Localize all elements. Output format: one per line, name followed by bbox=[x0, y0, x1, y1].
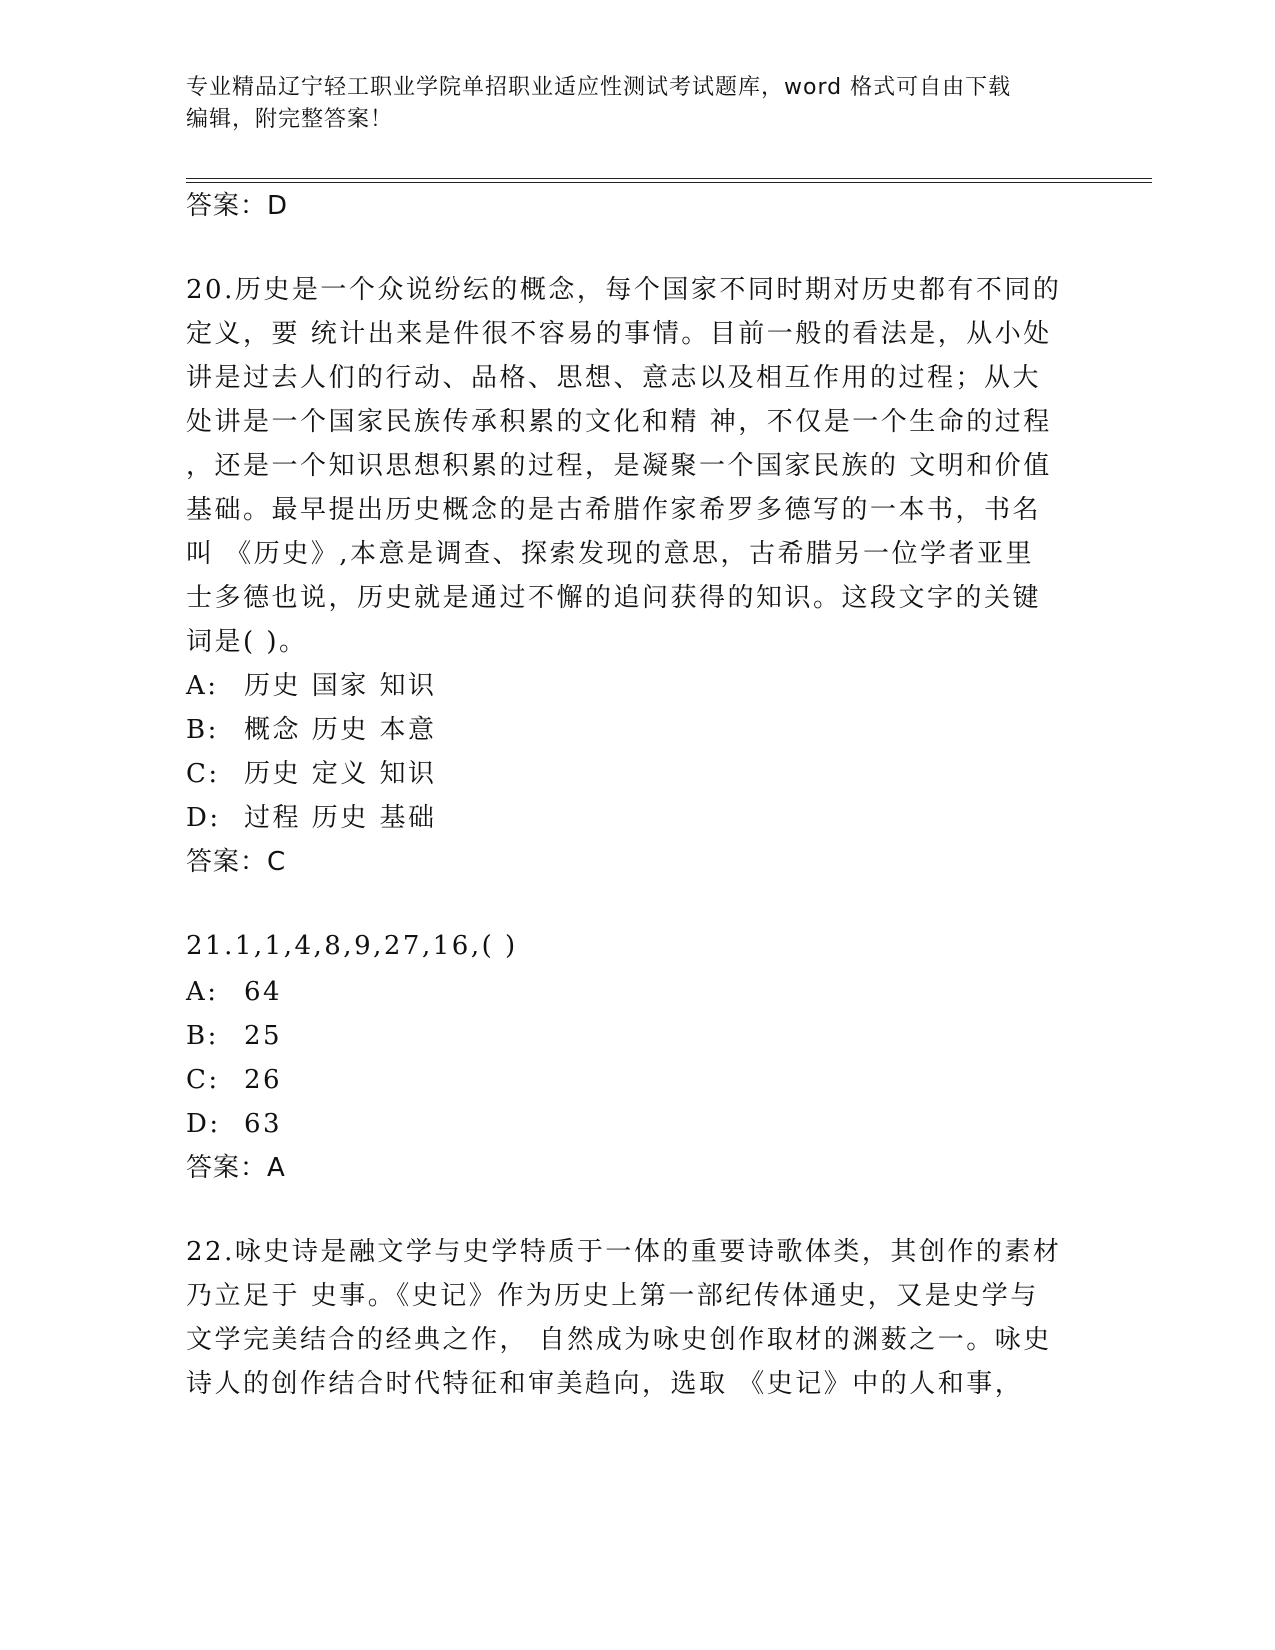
question-20-line: 词是( )。 bbox=[186, 627, 308, 657]
question-22-line: 22.咏史诗是融文学与史学特质于一体的重要诗歌体类，其创作的素材 bbox=[186, 1237, 1062, 1267]
question-21-option-a bbox=[186, 970, 1086, 1015]
question-20-line: 叫 《历史》,本意是调查、探索发现的意思，古希腊另一位学者亚里 bbox=[186, 539, 1035, 569]
question-20-line: 定义，要 统计出来是件很不容易的事情。目前一般的看法是，从小处 bbox=[186, 319, 1052, 349]
question-20-line: 处讲是一个国家民族传承积累的文化和精 神，不仅是一个生命的过程 bbox=[186, 407, 1052, 437]
option-text: 历史 定义 知识 bbox=[244, 759, 437, 789]
question-21-option-c bbox=[186, 1058, 1086, 1103]
question-21-option-d bbox=[186, 1102, 1086, 1147]
question-20-option-d bbox=[186, 796, 1086, 841]
page-header bbox=[186, 72, 1066, 136]
header-line-2: 编辑，附完整答案！ bbox=[186, 107, 394, 132]
question-22-line: 乃立足于 史事。《史记》作为历史上第一部纪传体通史，又是史学与 bbox=[186, 1281, 1039, 1311]
question-20-answer: 答案：C bbox=[186, 847, 287, 877]
header-line-1: 专业精品辽宁轻工职业学院单招职业适应性测试考试题库，word 格式可自由下载 bbox=[186, 75, 1012, 100]
question-20-option-c bbox=[186, 752, 1086, 797]
previous-answer: 答案：D bbox=[186, 191, 289, 221]
question-20-line: 讲是过去人们的行动、品格、思想、意志以及相互作用的过程；从大 bbox=[186, 363, 1042, 393]
question-20-line: 士多德也说，历史就是通过不懈的追问获得的知识。这段文字的关键 bbox=[186, 583, 1042, 613]
option-text: 过程 历史 基础 bbox=[244, 803, 437, 833]
option-label: B: bbox=[186, 715, 219, 745]
option-label: A: bbox=[186, 977, 219, 1007]
question-22-line: 文学完美结合的经典之作， 自然成为咏史创作取材的渊薮之一。咏史 bbox=[186, 1325, 1052, 1355]
option-label: C: bbox=[186, 1065, 220, 1095]
header-divider-bottom bbox=[186, 182, 1152, 183]
question-20-line: 基础。最早提出历史概念的是古希腊作家希罗多德写的一本书，书名 bbox=[186, 495, 1042, 525]
option-label: D: bbox=[186, 803, 221, 833]
question-20-option-a bbox=[186, 664, 1086, 709]
option-text: 25 bbox=[244, 1021, 283, 1051]
question-21-stem: 21.1,1,4,8,9,27,16,( ) bbox=[186, 931, 518, 961]
question-20-line: ，还是一个知识思想积累的过程，是凝聚一个国家民族的 文明和价值 bbox=[186, 451, 1052, 481]
question-22-line: 诗人的创作结合时代特征和审美趋向，选取 《史记》中的人和事， bbox=[186, 1369, 1024, 1399]
question-20-option-b bbox=[186, 708, 1086, 753]
option-label: A: bbox=[186, 671, 219, 701]
option-text: 概念 历史 本意 bbox=[244, 715, 437, 745]
option-label: D: bbox=[186, 1109, 221, 1139]
option-label: C: bbox=[186, 759, 220, 789]
option-text: 64 bbox=[244, 977, 283, 1007]
question-21-answer: 答案：A bbox=[186, 1153, 286, 1183]
option-text: 26 bbox=[244, 1065, 283, 1095]
option-label: B: bbox=[186, 1021, 219, 1051]
header-divider-top bbox=[186, 178, 1152, 179]
question-20-line: 20.历史是一个众说纷纭的概念，每个国家不同时期对历史都有不同的 bbox=[186, 275, 1062, 305]
question-21-option-b bbox=[186, 1014, 1086, 1059]
option-text: 历史 国家 知识 bbox=[244, 671, 437, 701]
option-text: 63 bbox=[244, 1109, 283, 1139]
